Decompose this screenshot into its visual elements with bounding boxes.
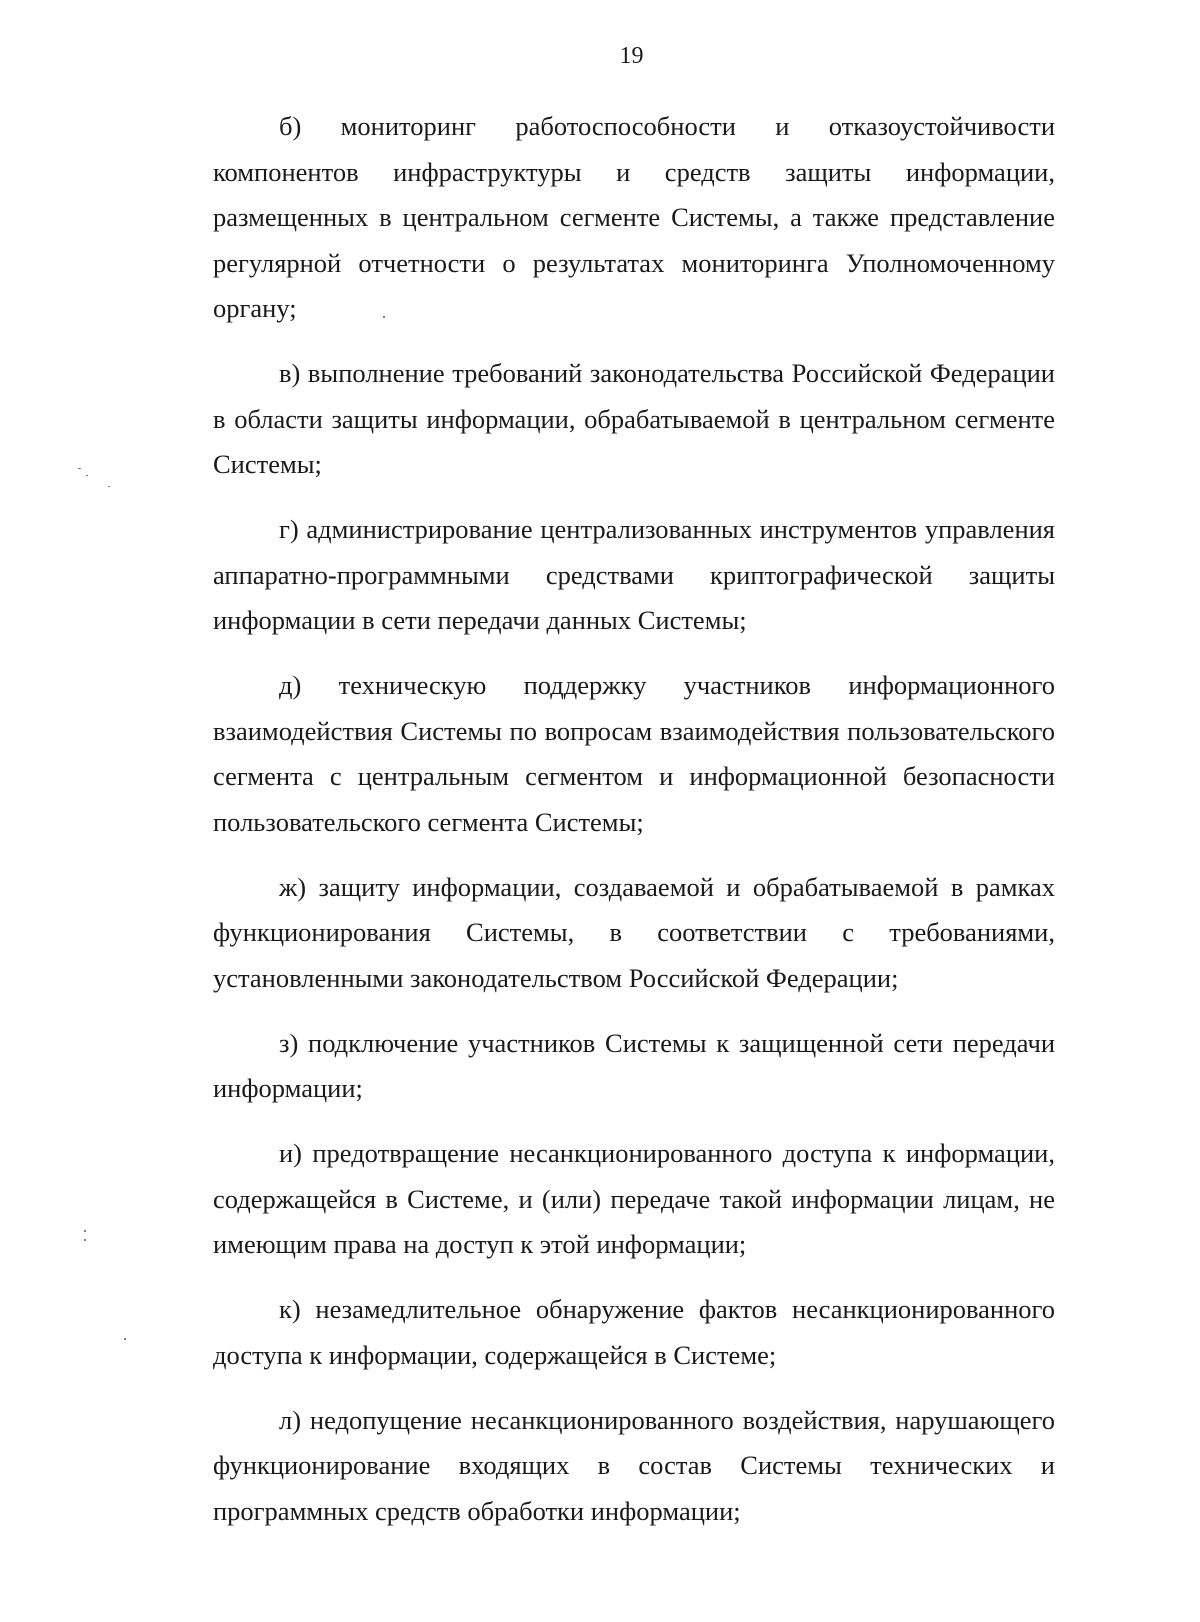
scan-speck [108,486,110,487]
scan-speck [124,1338,126,1340]
paragraph-g: г) администрирование централизованных инструментов управления аппаратно-программными средствами криптографической защиты информации в сети передачи данных Системы; [213,514,1055,635]
paragraph-v: в) выполнение требований законодательства Российской Федерации в области защиты информации, обрабатываемой в центральном сегменте Системы; [213,358,1055,479]
paragraph-zh: ж) защиту информации, создаваемой и обрабатываемой в рамках функционирования Системы, в соответствии с требованиями, установленными законодательством Российской Федерации; [213,871,1055,993]
scan-speck [86,475,88,476]
document-body [213,104,1055,1554]
paragraph-i: и) предотвращение несанкционированного доступа к информации, содержащейся в Системе, и (или) передаче такой информации лицам, не имеющим права на доступ к этой информации; [213,1138,1055,1259]
page-number: 19 [619,43,644,69]
paragraph-d: д) техническую поддержку участников информационного взаимодействия Системы по вопросам взаимодействия пользовательского сегмента с центральным сегментом и информационной безопасности пользовательского сегмента Системы; [213,670,1055,837]
paragraph-l: л) недопущение несанкционированного воздействия, нарушающего функционирование входящих в состав Системы технических и программных средств обработки информации; [213,1404,1055,1526]
scan-speck [78,468,81,469]
paragraph-k: к) незамедлительное обнаружение фактов несанкционированного доступа к информации, содержащейся в Системе; [213,1294,1055,1370]
paragraph-z: з) подключение участников Системы к защищенной сети передачи информации; [213,1027,1055,1103]
paragraph-b: б) мониторинг работоспособности и отказоустойчивости компонентов инфраструктуры и средств защиты информации, размещенных в центральном сегменте Системы, а также представление регулярной отчетности о результатах мониторинга Уполномоченному органу; [213,111,1055,323]
scan-speck [84,1230,86,1232]
scan-speck [383,316,385,318]
scan-speck [84,1239,86,1241]
